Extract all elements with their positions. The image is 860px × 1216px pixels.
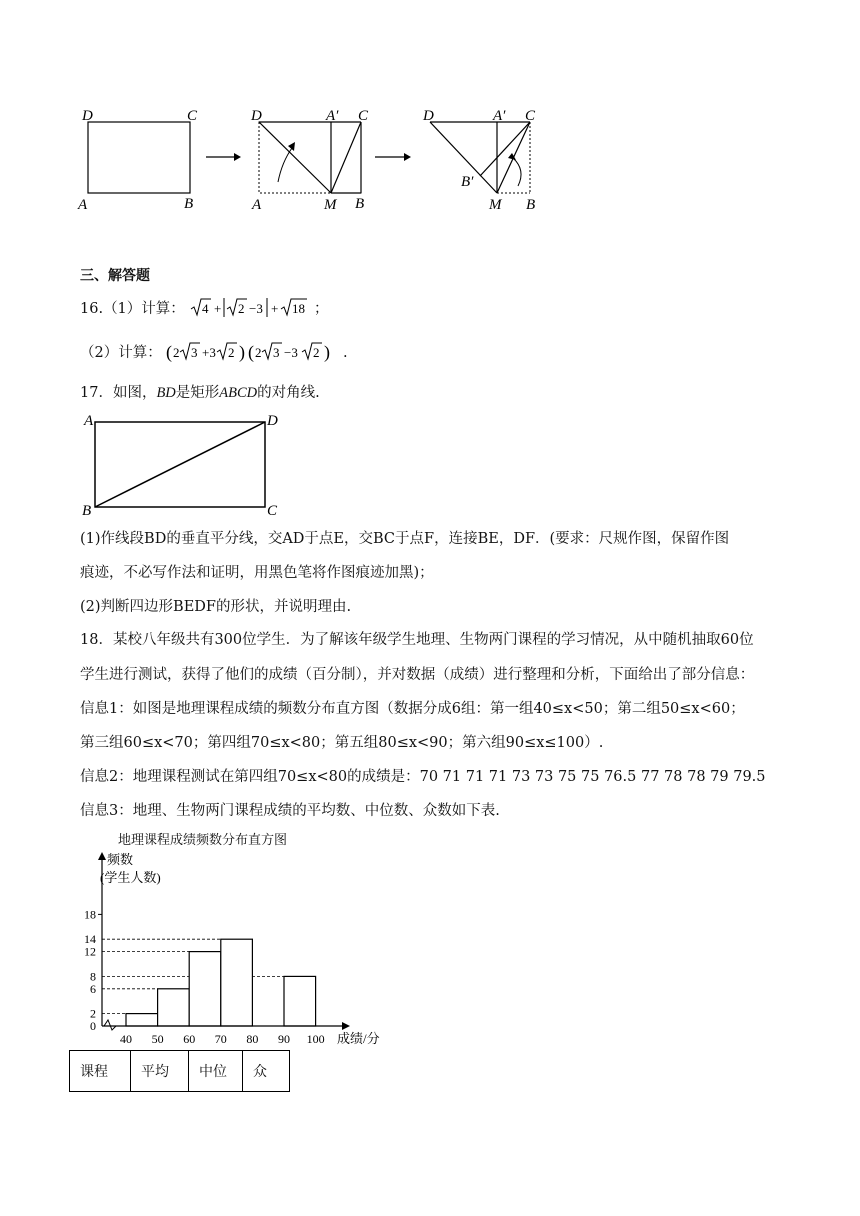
x-tick-label: 100 xyxy=(306,1032,325,1046)
label-d: D xyxy=(423,108,434,124)
svg-text:+: + xyxy=(214,301,222,316)
svg-text:2: 2 xyxy=(238,301,245,316)
svg-text:2: 2 xyxy=(313,345,320,360)
x-tick-label: 60 xyxy=(183,1032,196,1046)
q18-info1-line1: 信息1：如图是地理课程成绩的频数分布直方图（数据分成6组：第一组40≤x<50；第二组50≤x<60； xyxy=(80,701,745,717)
svg-text:−3: −3 xyxy=(284,345,299,360)
label-a-prime: A′ xyxy=(326,108,339,124)
y-tick-label: 18 xyxy=(84,907,96,922)
q17-part2: (2)判断四边形BEDF的形状，并说明理由. xyxy=(80,599,352,615)
table-header-cell: 课程 xyxy=(70,1051,131,1092)
svg-text:(: ( xyxy=(166,342,173,362)
label-d: D xyxy=(267,413,278,429)
histogram-bar xyxy=(221,939,253,1026)
label-c: C xyxy=(358,108,369,124)
label-m: M xyxy=(324,197,337,213)
q16-part1-expression xyxy=(189,297,309,319)
svg-text:(: ( xyxy=(248,342,255,362)
label-m: M xyxy=(489,197,502,213)
axis-break-icon xyxy=(104,1020,116,1030)
label-a: A xyxy=(252,197,262,213)
panel-2 xyxy=(259,122,361,193)
y-tick-label: 12 xyxy=(84,944,96,959)
y-axis-label-1: 频数 xyxy=(107,852,134,867)
y-axis-label-2: (学生人数) xyxy=(100,870,161,885)
q17-bd: BD xyxy=(156,385,176,401)
x-tick-label: 40 xyxy=(120,1032,132,1046)
label-b: B xyxy=(184,196,194,212)
x-tick-label: 50 xyxy=(151,1032,164,1046)
svg-text:2: 2 xyxy=(228,345,235,360)
q17-part1-line2: 痕迹，不必写作法和证明，用黑色笔将作图痕迹加黑)； xyxy=(80,565,434,581)
q17-stem xyxy=(80,383,320,403)
fold-diagram xyxy=(60,100,580,220)
y-tick-label: 8 xyxy=(90,969,96,984)
q17-stem-rest: 是矩形 xyxy=(175,385,220,401)
label-c: C xyxy=(525,108,536,124)
q18-info1-line2: 第三组60≤x<70；第四组70≤x<80；第五组80≤x<90；第六组90≤x≤100）. xyxy=(80,735,604,751)
y-tick-label: 0 xyxy=(90,1019,96,1033)
histogram-bar xyxy=(284,976,316,1026)
q17-number: 17．如图， xyxy=(80,385,157,401)
table-header-cell: 平均 xyxy=(131,1051,189,1092)
svg-text:3: 3 xyxy=(273,345,280,360)
label-b: B xyxy=(355,196,365,212)
y-tick-label: 14 xyxy=(84,932,96,947)
q16-part2 xyxy=(80,340,348,364)
label-a: A xyxy=(78,197,88,213)
right-arrow-icon xyxy=(375,153,411,161)
table-header-cell: 中位 xyxy=(189,1051,243,1092)
right-arrow-icon xyxy=(206,153,241,161)
chart-title: 地理课程成绩频数分布直方图 xyxy=(118,833,288,848)
y-tick-label: 2 xyxy=(90,1006,96,1021)
q16-trailing-2: . xyxy=(342,345,348,361)
q18-info2: 信息2：地理课程测试在第四组70≤x<80的成绩是：70 71 71 71 73 73 75 75 76.5 77 78 78 79 79.5 xyxy=(80,769,766,785)
section-title: 三、解答题 xyxy=(80,268,150,284)
stats-table xyxy=(69,1050,290,1092)
label-d: D xyxy=(251,108,262,124)
table-header-cell: 众 xyxy=(243,1051,290,1092)
histogram-bar xyxy=(189,952,221,1026)
label-b-prime: B′ xyxy=(461,174,474,190)
histogram-bars xyxy=(126,939,316,1026)
q16-part1 xyxy=(80,297,329,319)
histogram-bar xyxy=(158,989,190,1026)
label-b: B xyxy=(526,197,536,213)
svg-text:3: 3 xyxy=(191,345,198,360)
table-header-row xyxy=(70,1051,290,1092)
q16-trailing-1: ； xyxy=(314,301,329,317)
x-tick-label: 70 xyxy=(214,1032,227,1046)
q18-info3: 信息3：地理、生物两门课程成绩的平均数、中位数、众数如下表. xyxy=(80,803,500,819)
svg-text:): ) xyxy=(239,342,246,362)
label-d: D xyxy=(82,108,93,124)
svg-text:+3: +3 xyxy=(202,345,217,360)
svg-text:4: 4 xyxy=(202,301,209,316)
q16-part2-prefix: （2）计算： xyxy=(80,345,162,361)
x-tick-label: 90 xyxy=(278,1032,290,1046)
q17-part1-line1: (1)作线段BD的垂直平分线，交AD于点E，交BC于点F，连接BE，DF．(要求：尺规作图，保留作图 xyxy=(80,531,730,547)
histogram-y-ticks xyxy=(84,907,102,1033)
label-a: A xyxy=(84,413,94,429)
q18-line2: 学生进行测试，获得了他们的成绩（百分制），并对数据（成绩）进行整理和分析，下面给出了部分信息： xyxy=(80,667,755,683)
histogram-x-ticks xyxy=(120,1032,325,1046)
svg-text:): ) xyxy=(324,342,331,362)
label-c: C xyxy=(267,503,278,519)
svg-text:2: 2 xyxy=(255,345,262,360)
svg-text:+: + xyxy=(271,301,279,316)
rectangle-abcd xyxy=(88,122,190,193)
y-tick-label: 6 xyxy=(90,981,96,996)
label-c: C xyxy=(187,108,198,124)
label-a-prime: A′ xyxy=(493,108,506,124)
histogram-chart xyxy=(70,850,400,1050)
q16-part1-prefix: （1）计算： xyxy=(103,301,185,317)
q18-line1: 18．某校八年级共有300位学生．为了解该年级学生地理、生物两门课程的学习情况，从中随机抽取60位 xyxy=(80,632,754,648)
q16-part2-expression xyxy=(166,340,338,364)
q17-figure xyxy=(80,410,290,520)
svg-text:18: 18 xyxy=(292,301,306,316)
histogram-bar xyxy=(126,1014,158,1026)
q17-stem-end: 的对角线. xyxy=(257,385,320,401)
x-axis-label: 成绩/分 xyxy=(337,1031,380,1046)
panel-3 xyxy=(430,122,530,193)
x-tick-label: 80 xyxy=(246,1032,259,1046)
svg-text:2: 2 xyxy=(173,345,180,360)
q17-abcd: ABCD xyxy=(219,385,258,401)
svg-text:−3: −3 xyxy=(249,301,264,316)
q16-number: 16. xyxy=(80,301,104,317)
label-b: B xyxy=(82,503,92,519)
